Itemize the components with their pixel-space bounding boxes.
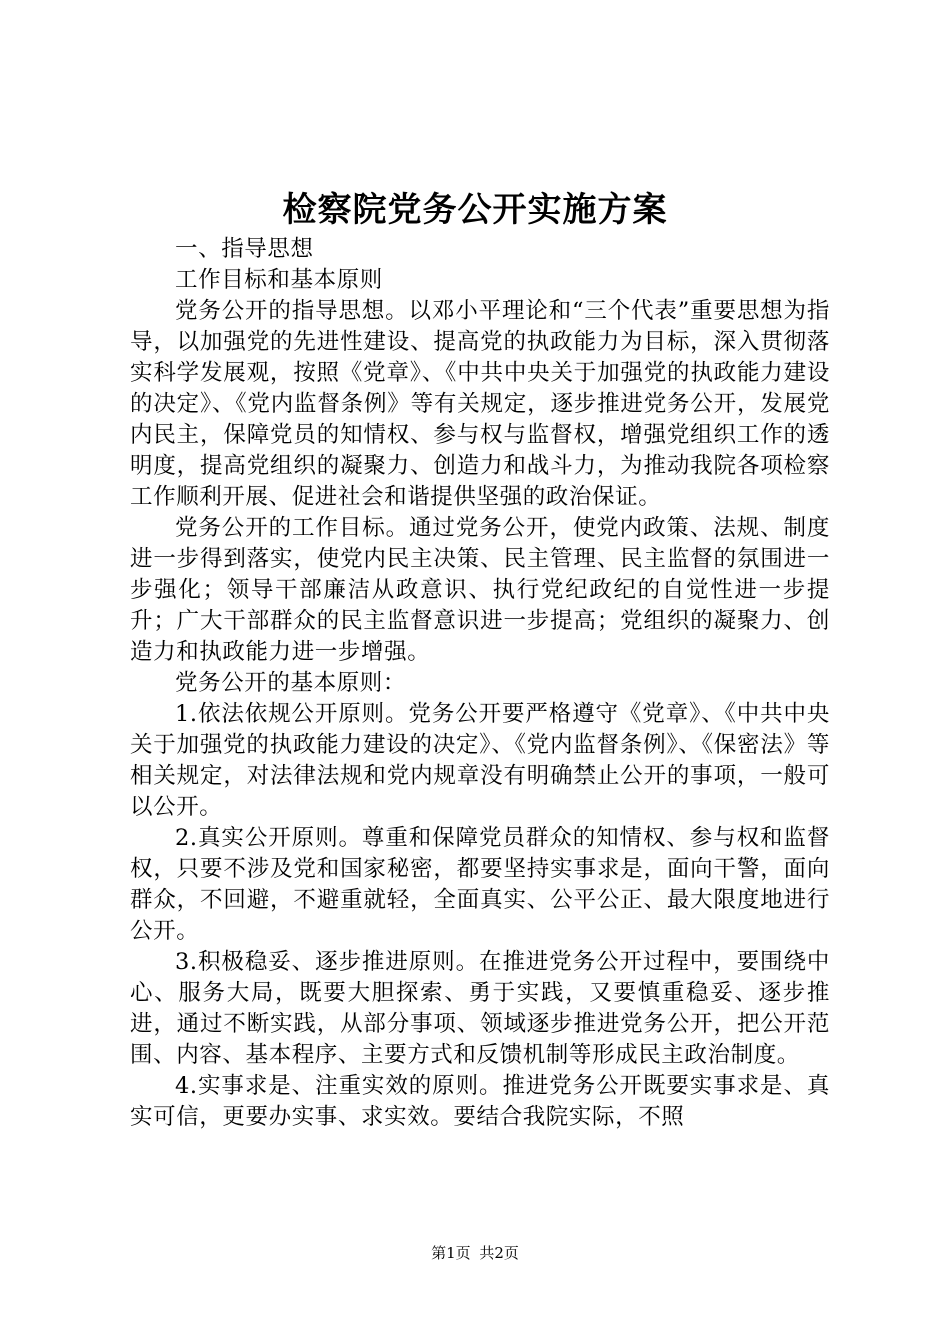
paragraph-principle-1: 1.依法依规公开原则。党务公开要严格遵守《党章》、《中共中央关于加强党的执政能力建设的决定》、《党内监督条例》、《保密法》等相关规定，对法律法规和党内规章没有明确禁止公开的事项，一般可以公开。: [130, 701, 830, 820]
paragraph-principle-3: 3.积极稳妥、逐步推进原则。在推进党务公开过程中，要围绕中心、服务大局，既要大胆探索、勇于实践，又要慎重稳妥、逐步推进，通过不断实践，从部分事项、领域逐步推进党务公开，把公开范围、内容、基本程序、主要方式和反馈机制等形成民主政治制度。: [130, 949, 830, 1068]
page-footer: [0, 1243, 950, 1263]
page-total: 共2页: [479, 1244, 519, 1262]
subsection-heading: 工作目标和基本原则: [175, 267, 383, 293]
document-body: [130, 234, 830, 1133]
section-heading: 一、指导思想: [175, 236, 314, 262]
paragraph-principles-intro: 党务公开的基本原则：: [175, 670, 407, 696]
paragraph-principle-2: 2.真实公开原则。尊重和保障党员群众的知情权、参与权和监督权，只要不涉及党和国家秘密，都要坚持实事求是，面向干警，面向群众，不回避，不避重就轻，全面真实、公平公正、最大限度地进行公开。: [130, 825, 830, 944]
document-title: 检察院党务公开实施方案: [282, 190, 668, 230]
paragraph-work-goal: 党务公开的工作目标。通过党务公开，使党内政策、法规、制度进一步得到落实，使党内民主决策、民主管理、民主监督的氛围进一步强化；领导干部廉洁从政意识、执行党纪政纪的自觉性进一步提升；广大干部群众的民主监督意识进一步提高；党组织的凝聚力、创造力和执政能力进一步增强。: [130, 515, 830, 665]
page-number: 第1页: [431, 1244, 471, 1262]
paragraph-principle-4: 4.实事求是、注重实效的原则。推进党务公开既要实事求是、真实可信，更要办实事、求实效。要结合我院实际，不照: [130, 1073, 830, 1130]
paragraph-guiding-thought: 党务公开的指导思想。以邓小平理论和“三个代表”重要思想为指导，以加强党的先进性建设、提高党的执政能力为目标，深入贯彻落实科学发展观，按照《党章》、《中共中央关于加强党的执政能力建设的决定》、《党内监督条例》等有关规定，逐步推进党务公开，发展党内民主，保障党员的知情权、参与权与监督权，增强党组织工作的透明度，提高党组织的凝聚力、创造力和战斗力，为推动我院各项检察工作顺利开展、促进社会和谐提供坚强的政治保证。: [130, 298, 830, 510]
